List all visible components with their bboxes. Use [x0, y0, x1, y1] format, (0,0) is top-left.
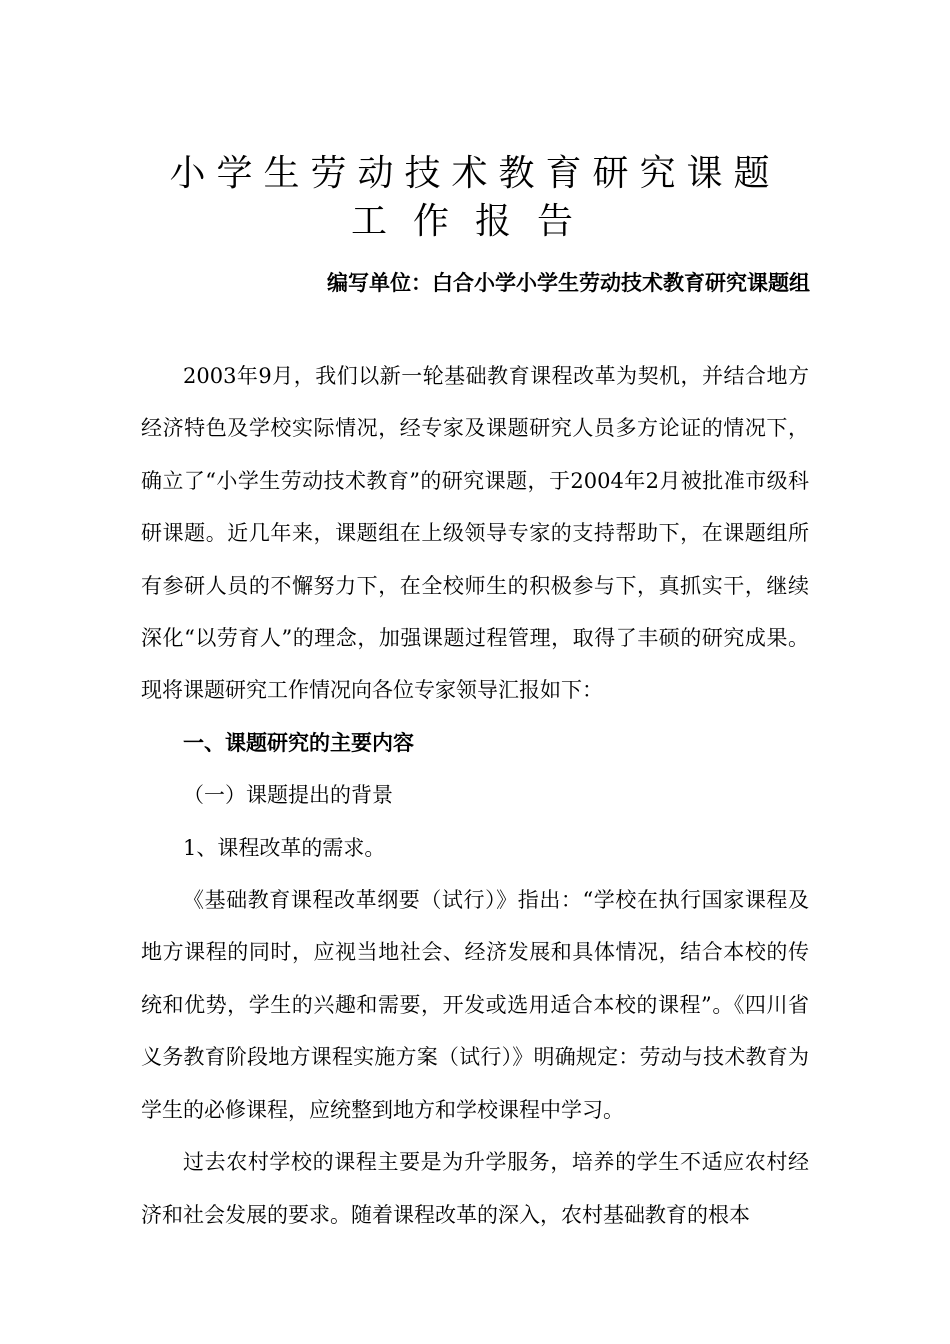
document-body — [141, 350, 809, 1241]
item-heading-1: 1、课程改革的需求。 — [183, 835, 386, 860]
paragraph-intro: 2003年9月，我们以新一轮基础教育课程改革为契机，并结合地方经济特色及学校实际情况，经专家及课题研究人员多方论证的情况下，确立了“小学生劳动技术教育”的研究课题，于2004年2月被批准市级科研课题。近几年来，课题组在上级领导专家的支持帮助下，在课题组所有参研人员的不懈努力下，在全校师生的积极参与下，真抓实干，继续深化“以劳育人”的理念，加强课题过程管理，取得了丰硕的研究成果。现将课题研究工作情况向各位专家领导汇报如下： — [141, 364, 809, 703]
document-author: 编写单位：白合小学小学生劳动技术教育研究课题组 — [327, 271, 810, 295]
document-title-line-2: 工作报告 — [350, 201, 599, 242]
paragraph-curriculum: 《基础教育课程改革纲要（试行）》指出：“学校在执行国家课程及地方课程的同时，应视当地社会、经济发展和具体情况，结合本校的传统和优势，学生的兴趣和需要，开发或选用适合本校的课程”。《四川省义务教育阶段地方课程实施方案（试行）》明确规定：劳动与技术教育为学生的必修课程，应统整到地方和学校课程中学习。 — [141, 888, 809, 1122]
document-title-line-1: 小学生劳动技术教育研究课题 — [169, 153, 781, 194]
subsection-heading-1: （一）课题提出的背景 — [183, 783, 393, 808]
paragraph-rural: 过去农村学校的课程主要是为升学服务，培养的学生不适应农村经济和社会发展的要求。随着课程改革的深入，农村基础教育的根本 — [141, 1150, 809, 1227]
section-heading-1: 一、课题研究的主要内容 — [183, 730, 414, 755]
